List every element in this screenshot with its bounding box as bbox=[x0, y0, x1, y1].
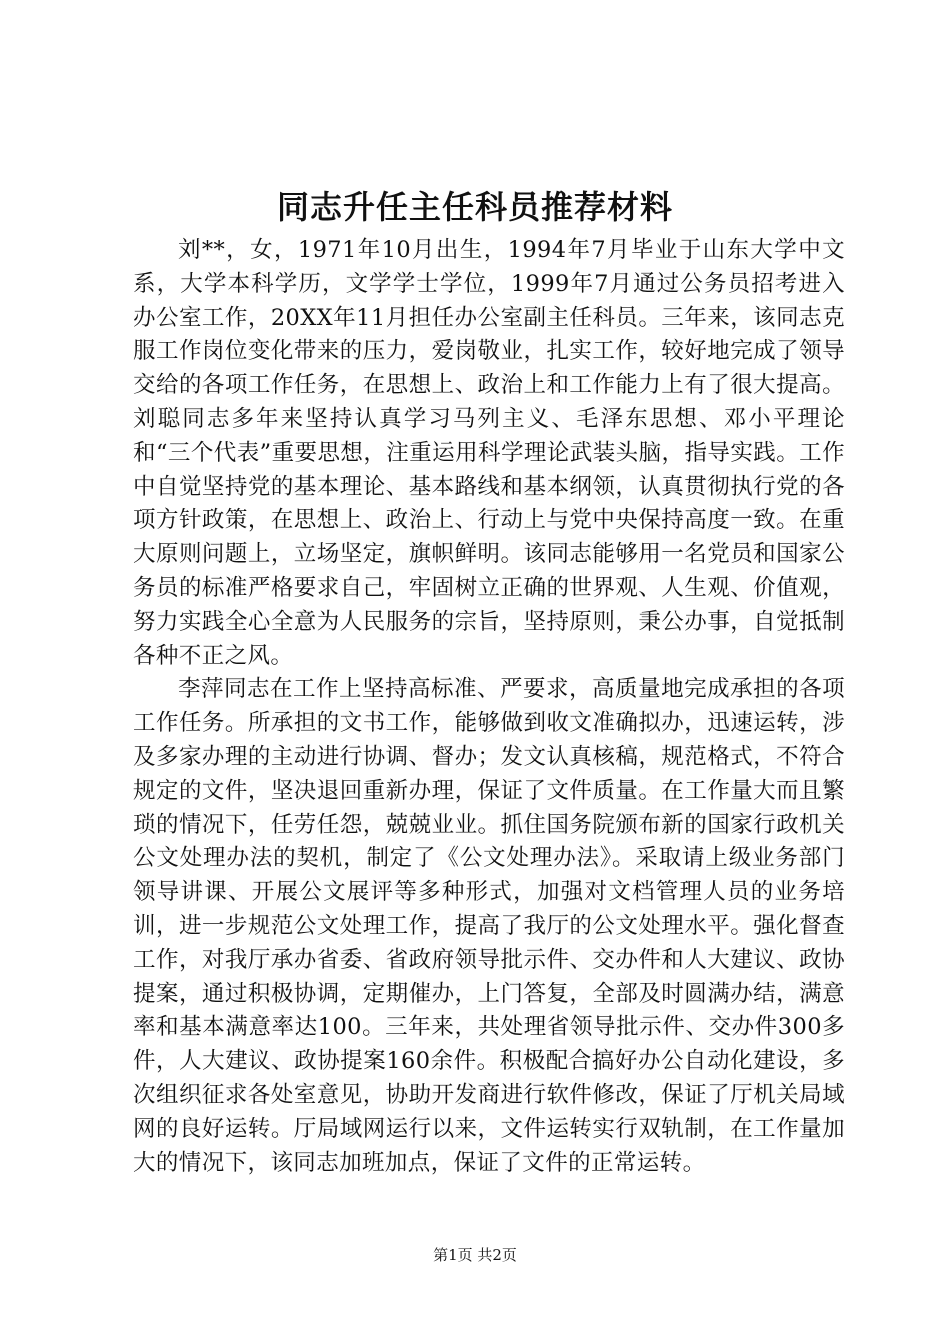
paragraph-1: 刘**，女，1971年10月出生，1994年7月毕业于山东大学中文系，大学本科学历，文学学士学位，1999年7月通过公务员招考进入办公室工作，20XX年11月担任办公室副主任科员。三年来，该同志克服工作岗位变化带来的压力，爱岗敬业，扎实工作，较好地完成了领导交给的各项工作任务，在思想上、政治上和工作能力上有了很大提高。刘聪同志多年来坚持认真学习马列主义、毛泽东思想、邓小平理论和“三个代表”重要思想，注重运用科学理论武装头脑，指导实践。工作中自觉坚持党的基本理论、基本路线和基本纲领，认真贯彻执行党的各项方针政策，在思想上、政治上、行动上与党中央保持高度一致。在重大原则问题上，立场坚定，旗帜鲜明。该同志能够用一名党员和国家公务员的标准严格要求自己，牢固树立正确的世界观、人生观、价值观，努力实践全心全意为人民服务的宗旨，坚持原则，秉公办事，自觉抵制各种不正之风。 bbox=[133, 237, 845, 669]
page-number-footer: 第1页 共2页 bbox=[433, 1246, 517, 1264]
paragraph-2: 李萍同志在工作上坚持高标准、严要求，高质量地完成承担的各项工作任务。所承担的文书工作，能够做到收文准确拟办，迅速运转，涉及多家办理的主动进行协调、督办；发文认真核稿，规范格式，不符合规定的文件，坚决退回重新办理，保证了文件质量。在工作量大而且繁琐的情况下，任劳任怨，兢兢业业。抓住国务院颁布新的国家行政机关公文处理办法的契机，制定了《公文处理办法》。采取请上级业务部门领导讲课、开展公文展评等多种形式，加强对文档管理人员的业务培训，进一步规范公文处理工作，提高了我厅的公文处理水平。强化督查工作，对我厅承办省委、省政府领导批示件、交办件和人大建议、政协提案，通过积极协调，定期催办，上门答复，全部及时圆满办结，满意率和基本满意率达100。三年来，共处理省领导批示件、交办件300多件，人大建议、政协提案160余件。积极配合搞好办公自动化建设，多次组织征求各处室意见，协助开发商进行软件修改，保证了厅机关局域网的良好运转。厅局域网运行以来，文件运转实行双轨制，在工作量加大的情况下，该同志加班加点，保证了文件的正常运转。 bbox=[133, 676, 845, 1176]
document-body bbox=[133, 234, 845, 1180]
document-title: 同志升任主任科员推荐材料 bbox=[276, 188, 673, 226]
